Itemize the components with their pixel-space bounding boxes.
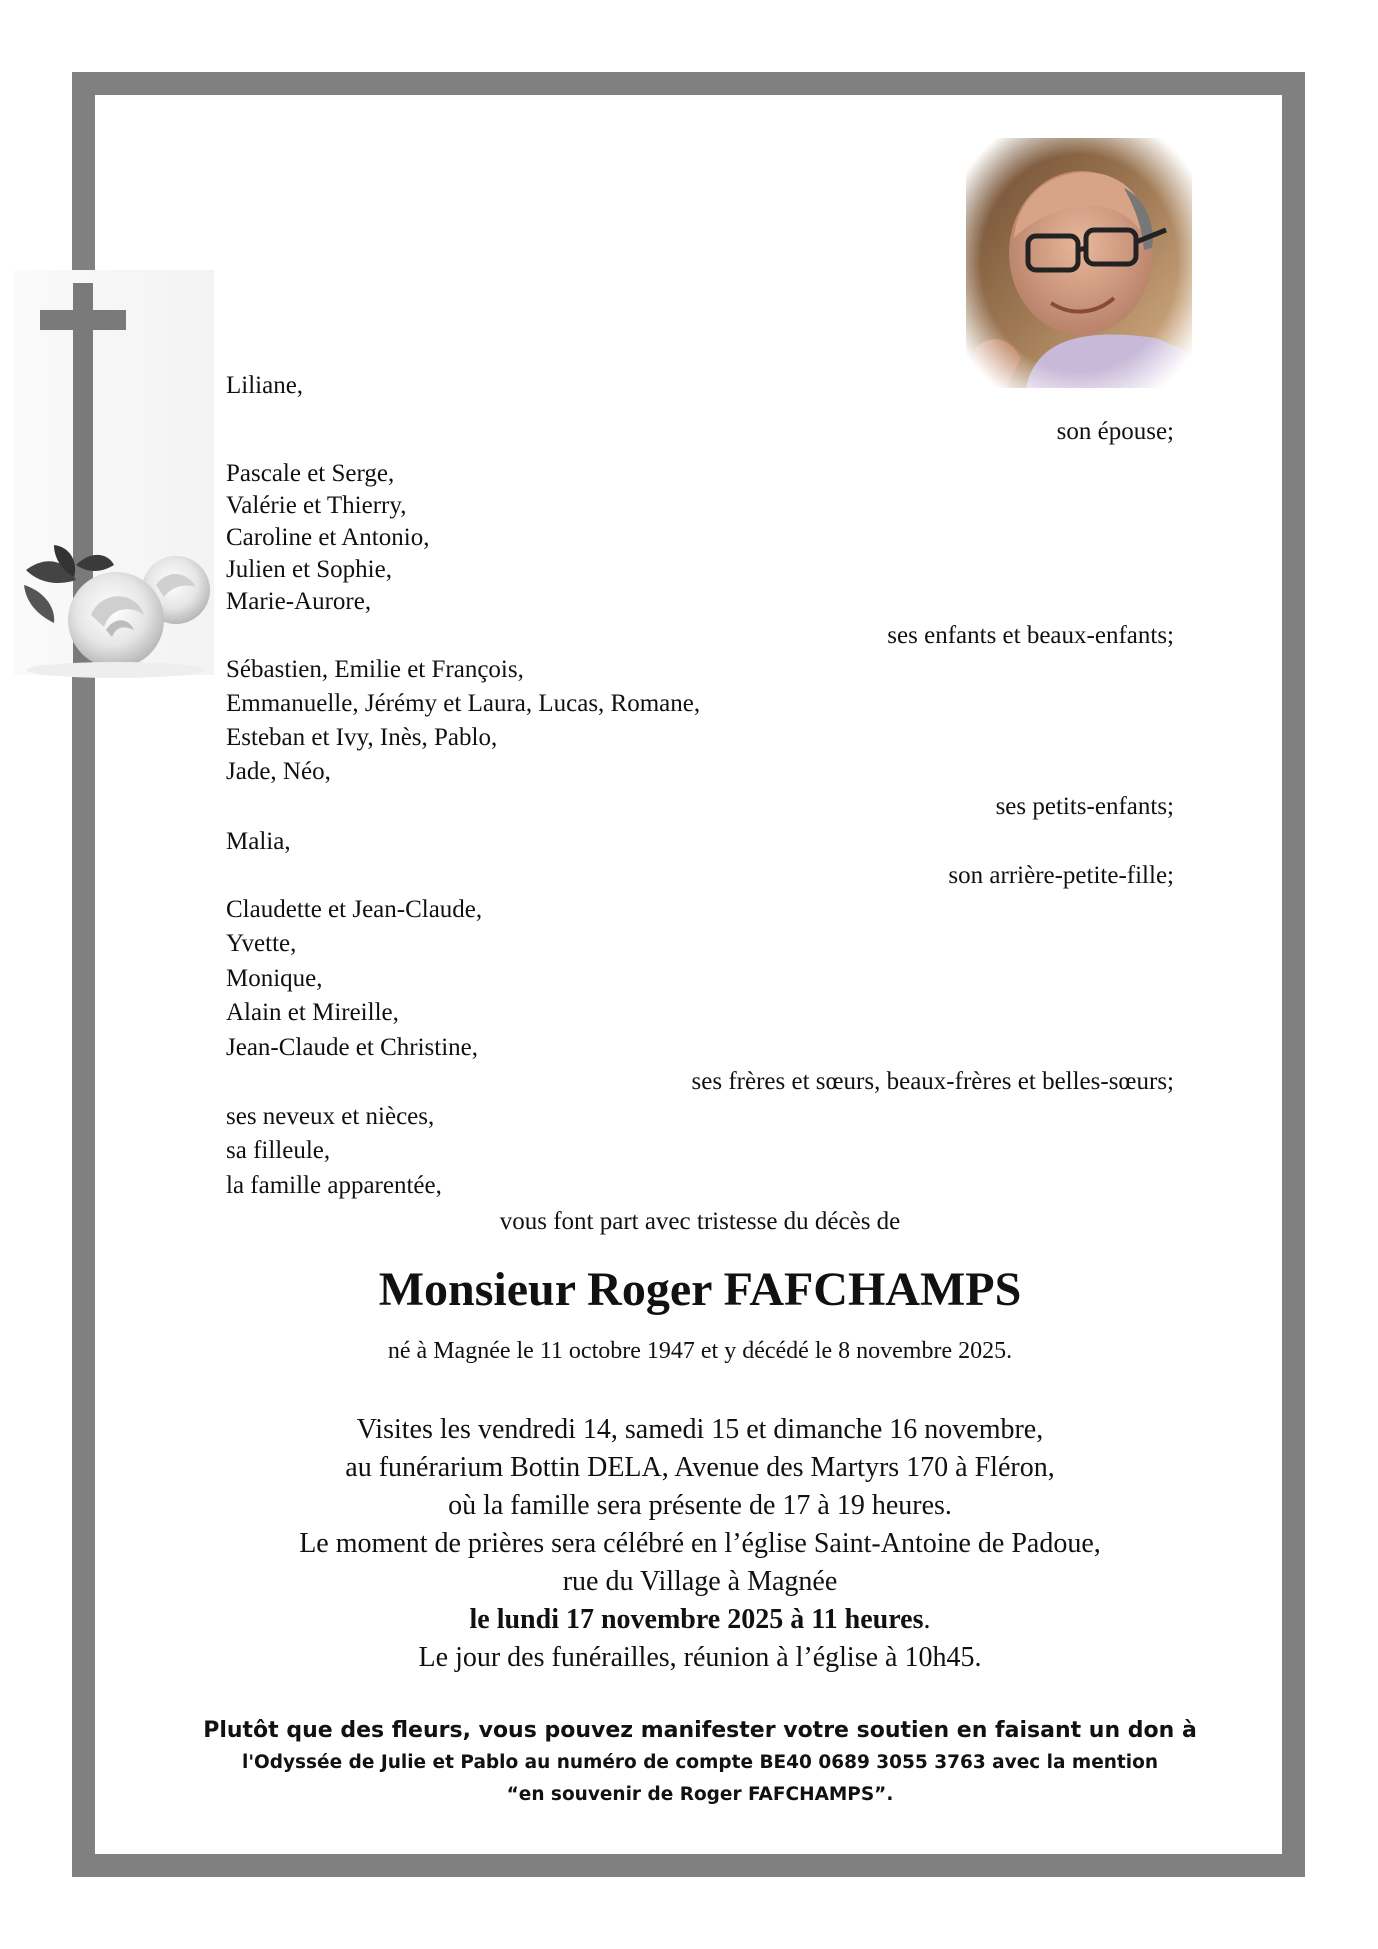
- sibling-line: Alain et Mireille,: [226, 999, 399, 1026]
- donation-line: Plutôt que des fleurs, vous pouvez manifester votre soutien en faisant un don à: [203, 1718, 1197, 1743]
- ceremony-date-end: .: [923, 1604, 931, 1635]
- grandchild-line: Jade, Néo,: [226, 758, 331, 785]
- grandchildren-role: ses petits-enfants;: [995, 793, 1174, 820]
- spouse-role: son épouse;: [1056, 418, 1174, 445]
- relatives-line: sa filleule,: [226, 1137, 331, 1164]
- sibling-line: Jean-Claude et Christine,: [226, 1034, 479, 1061]
- meeting-line: Le jour des funérailles, réunion à l’église à 10h45.: [418, 1642, 982, 1673]
- child-line: Pascale et Serge,: [226, 460, 395, 487]
- visit-line: Visites les vendredi 14, samedi 15 et dimanche 16 novembre,: [356, 1414, 1044, 1445]
- ceremony-date-line: [186, 1604, 1214, 1636]
- visit-line: au funérarium Bottin DELA, Avenue des Martyrs 170 à Fléron,: [345, 1452, 1055, 1483]
- donation-line: l'Odyssée de Julie et Pablo au numéro de compte BE40 0689 3055 3763 avec la mention: [242, 1752, 1158, 1773]
- child-line: Marie-Aurore,: [226, 588, 372, 615]
- children-role: ses enfants et beaux-enfants;: [887, 622, 1174, 649]
- siblings-role: ses frères et sœurs, beaux-frères et belles-sœurs;: [691, 1068, 1174, 1095]
- child-line: Julien et Sophie,: [226, 556, 392, 583]
- birth-death-dates: né à Magnée le 11 octobre 1947 et y décédé le 8 novembre 2025.: [387, 1338, 1013, 1364]
- donation-line: “en souvenir de Roger FAFCHAMPS”.: [506, 1784, 894, 1805]
- sibling-line: Claudette et Jean-Claude,: [226, 896, 483, 923]
- ceremony-date: le lundi 17 novembre 2025 à 11 heures: [469, 1604, 924, 1635]
- sibling-line: Monique,: [226, 965, 323, 992]
- grandchild-line: Esteban et Ivy, Inès, Pablo,: [226, 724, 498, 751]
- visit-line: où la famille sera présente de 17 à 19 heures.: [448, 1490, 952, 1521]
- grandchild-line: Sébastien, Emilie et François,: [226, 656, 524, 683]
- sibling-line: Yvette,: [226, 930, 297, 957]
- child-line: Valérie et Thierry,: [226, 492, 407, 519]
- relatives-line: ses neveux et nièces,: [226, 1103, 435, 1130]
- great-grandchild-role: son arrière-petite-fille;: [948, 862, 1174, 889]
- spouse-name: Liliane,: [226, 372, 304, 399]
- great-grandchild-name: Malia,: [226, 828, 291, 855]
- portrait-photo: [966, 138, 1192, 388]
- relatives-line: la famille apparentée,: [226, 1172, 442, 1199]
- child-line: Caroline et Antonio,: [226, 524, 430, 551]
- cross-icon-bar: [40, 310, 126, 330]
- announcement: vous font part avec tristesse du décès de: [499, 1208, 901, 1235]
- grandchild-line: Emmanuelle, Jérémy et Laura, Lucas, Romane,: [226, 690, 701, 717]
- white-roses: [16, 535, 212, 680]
- ceremony-line: Le moment de prières sera célébré en l’église Saint-Antoine de Padoue,: [299, 1528, 1101, 1559]
- deceased-name: Monsieur Roger FAFCHAMPS: [378, 1263, 1022, 1316]
- ceremony-line: rue du Village à Magnée: [562, 1566, 838, 1597]
